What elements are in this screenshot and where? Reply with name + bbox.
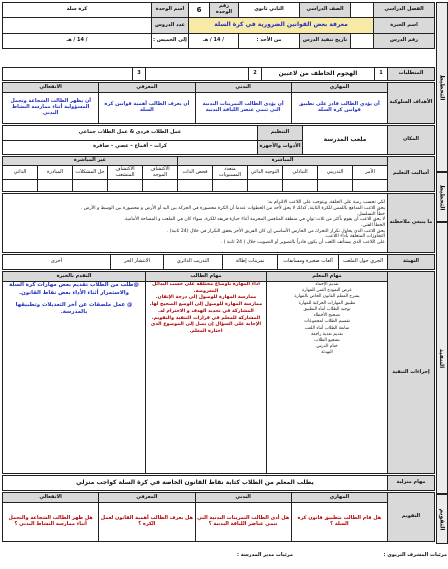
note-line: لا يحق للاعب أن يقوم بأكثر من ثلاث ثوانٍ في منطقة المنافس المحرمة أثناء حيازة فريقه للكرة, سواء كان في الملعب و المساحة الأمامية. (123, 217, 385, 223)
prep-item: الجري حول الملعب (339, 255, 388, 270)
objective-physical: أن يؤدي الطالب التمرينات البدنية التي تنمي عنصر اللياقة البدنية (195, 93, 291, 124)
prep-item: الانتشار الحر (111, 255, 164, 270)
execution-side-label: التنفيذ (436, 222, 448, 494)
evaluation-physical: هل أدى الطالب التمرينات البدنية التي تنمي عناصر اللياقة البدنية ؟ (195, 503, 291, 542)
requirements-block: المتطلبات 1 الهجوم الخاطف من لاعبين 2 3 (2, 67, 435, 81)
objective-affective: أن يظهر الطالب الشجاعة وتحمل المسؤولية أثناء ممارسة النشاط البدني (3, 93, 99, 124)
style-item: المبادرة (38, 166, 73, 180)
progress-tasks (3, 282, 146, 474)
teacher-task: توجيه الطلاب أثناء التطبيق (303, 306, 351, 312)
objective-cognitive: أن يعرف الطالب أهمية قوانين كرة السلة (99, 93, 195, 124)
teacher-task: ختام الدرس (316, 344, 338, 350)
evaluation-label: التقويم (388, 493, 435, 542)
planning-side-label-2: التخطيط (436, 172, 448, 222)
teacher-task: تصحيح الأخطاء (313, 313, 341, 319)
evaluation-skill: هل قام الطالب بتطبيق قانون كرة السلة ؟ (291, 503, 387, 542)
style-item: التوجيه الذاتي (248, 166, 283, 180)
principal-label: مرئيات مدير المدرسة : (237, 552, 293, 559)
lessons-count-label: عدد الدروس (152, 18, 189, 34)
style-item: الاكتشاف المتشعب (108, 166, 143, 180)
grade-label: الصف الدراسي (300, 3, 351, 18)
note-line: لكي تحسب رمية على الحلقة, ويتوجب على اللاعب الالتزام به: (267, 200, 385, 206)
style-item: الاكتشاف الموجه (143, 166, 178, 180)
teacher-task: متابعة الطلاب أثناء اللعب (304, 325, 350, 331)
teacher-task: تقسيم الطلاب لمجموعات (304, 319, 350, 325)
objective-skill: أن يؤدي الطالب قادر على تطبيق قوانين كرة السلة (291, 93, 387, 124)
procedures-block (2, 271, 435, 474)
place-value: ملعب المدرسة (303, 126, 388, 155)
subject-value: كرة سلة (3, 3, 152, 18)
date-to-value: / 14 / هـ (3, 34, 152, 49)
note-line: يحق للاعب الذي يحاول تكرار التحرك من الحارس الأساسي إن كان الفريق الأخر يحقق التكرار في خلال (24 ثانية) . (166, 228, 385, 234)
style-item: التدريبي (318, 166, 353, 180)
procedures-label: إجراءات التنفيذ (388, 272, 435, 474)
objectives-label: الأهداف السلوكية (388, 83, 435, 124)
date-from-label: من الأحد : (239, 34, 300, 49)
homework-block (2, 475, 435, 491)
evaluation-cognitive: هل يعرف الطالب أهمية القانون لعمل الكرة ؟ (99, 503, 195, 542)
footer-block (2, 545, 448, 567)
direct-styles-label: المباشرة (178, 157, 388, 166)
planning-side-label: التخطيط (436, 2, 448, 172)
indirect-styles-label: غير المباشرة (3, 157, 178, 166)
objectives-block: الأهداف السلوكية المهاري البدني المعرفي الانفعالي أن يؤدي الطالب قادر على تطبيق قوانين كرة السلة أن يؤدي الطالب التمرينات البدنية التي تنمي عنصر اللياقة البدنية أن يعرف الطالب أهمية قوانين كرة السلة أن يظهر الطالب الشجاعة وتحمل المسؤولية أثناء ممارسة النشاط البدني (2, 82, 435, 124)
style-item: الذاتي (3, 166, 38, 180)
evaluation-block: التقويم المهاري البدني المعرفي الانفعالي هل قام الطالب بتطبيق قانون كرة السلة ؟ هل أدى الطالب التمرينات البدنية التي تنمي عناصر اللياقة البدنية ؟ هل يعرف الطالب أهمية القانون لعمل الكرة ؟ هل ظهر الطالب الشجاعة والتحمل أثناء ممارسة النشاط البدني ؟ (2, 492, 435, 542)
progress-item: @ عمل ملصقات عن آخر التعديلات وتطبيقها بالمدرسة. (15, 301, 133, 316)
evaluation-affective: هل ظهر الطالب الشجاعة والتحمل أثناء ممارسة النشاط البدني ؟ (3, 503, 99, 542)
teacher-task: تطبيق المهارات الحركية للمهارة (298, 300, 356, 306)
preparation-label: التهيئة (388, 255, 435, 270)
homework-text: يطلب المعلم من الطلاب كتابة نقاط القانون الخاصة في كرة السلة كواجب منزلي (3, 476, 388, 491)
notes-label: ما ينبغي ملاحظته (388, 194, 435, 253)
progress-item: @طلب من الطلاب تقديم بعض مهارات كرة السلة والاستمرار أثناء الأداء بعض نقاط القانون. (9, 282, 139, 296)
prep-item: ألعاب صغيرة ومسابقات (278, 255, 339, 270)
style-item: حل المشكلات (73, 166, 108, 180)
unit-no-value: 6 (189, 3, 210, 18)
style-item: الأمر (353, 166, 388, 180)
student-tasks (146, 282, 267, 474)
note-line: خطأ التسلسل. (356, 211, 385, 217)
unit-name-label: اسم الوحدة (152, 3, 189, 18)
teaching-styles-label: أساليب التعليم (388, 157, 435, 192)
style-item: التبادلي (283, 166, 318, 180)
student-task: ممارسة المهارة للوصول إلى درجة الإتقان. (155, 295, 257, 301)
teacher-task: التهدئة (321, 350, 333, 356)
requirement-1: الهجوم الخاطف من لاعبين (262, 68, 375, 81)
notes-block (2, 193, 435, 253)
teacher-task: تقديم تغذية راجعة (311, 331, 343, 337)
experience-label: اسم الخبرة (374, 18, 435, 34)
teacher-tasks (267, 282, 388, 474)
preparation-block (2, 254, 435, 270)
supervisor-label: مرئيات المشرف التربوي : (383, 552, 447, 559)
prep-item: التدريب الدائري (164, 255, 223, 270)
place-label: المكان (388, 126, 435, 155)
semester-label: الفصل الدراسي (374, 3, 435, 18)
student-task: المشاركة للمعلم في قرارات التنفيذ والتقويم. (151, 315, 261, 321)
prep-item: تمرينات إطالة (223, 255, 278, 270)
progress-header: التقدم بالخبرة (3, 272, 146, 282)
requirements-label: المتطلبات (388, 68, 435, 81)
prep-item: أخرى (3, 255, 111, 270)
tools-label: الأدوات والأجهزة (258, 140, 303, 155)
lesson-no-label: رقم الدرس (374, 34, 435, 49)
unit-no-label: رقم الوحدة (210, 3, 239, 18)
grade-value: الثاني ثانوي (239, 3, 300, 18)
note-line: يحق للاعب المدافع باللمس للكرة الثابتة, كذلك لا يحق لأحد من الخطوات عندما أن الكرة محصورة في الحركة بين اليد أو الأرض و محصورة بين الوسط و الأرض . (80, 205, 385, 211)
homework-label: مهام منزلية (388, 476, 435, 491)
note-line: على اللاعب الذي يستأنف اللعب أن يكون قادراً بالتصوير أو التصويب خلال ( 24 ثانية ) . (220, 240, 385, 246)
teacher-tasks-header: مهام المعلم (267, 272, 388, 282)
evaluation-side-label: التقويم (436, 494, 448, 544)
header-block (2, 2, 435, 48)
teaching-styles-block (2, 156, 435, 192)
student-task: الإجابة على السؤال إن يصل إلى الموضوع الذي اختاره المعلم. (150, 322, 262, 334)
organization-text: عمل الطلاب فردي & عمل الطلاب جماعي (3, 126, 258, 141)
notes-text (3, 194, 388, 253)
date-to-label: إلى الخميس : (152, 34, 189, 49)
teacher-task: تشجيع الطلاب (314, 337, 340, 343)
place-block (2, 125, 435, 155)
implementation-date-label: تاريخ تنفيذ الدرس (300, 34, 351, 49)
experience-value: معرفة بعض القوانين الضرورية في كرة السلة (189, 18, 374, 34)
teacher-task: تقديم الإحماء (315, 282, 339, 287)
student-task: ممارسة المهارة للوصول إلى الوضع الصحيح لها. (149, 302, 263, 308)
teacher-task: عرض النموذج الفني للمهارة (302, 288, 352, 294)
style-item: متعدد المستويات (213, 166, 248, 180)
student-task: أداء المهارة بأوضاع مختلفة على حسب البدائل المعروضة. (152, 282, 260, 294)
student-tasks-header: مهام الطالب (146, 272, 267, 282)
student-task: المشاركة في تحديد الهدف و الاحترام له. (158, 308, 254, 314)
tools-text: كرات – أقماع – عصي – صافرة (3, 140, 258, 155)
style-item: فحص الذات (178, 166, 213, 180)
note-line: الخطأ الفني. (361, 223, 385, 228)
teacher-task: يشرح المعلم القانون الخاص بالمهارة (294, 294, 360, 300)
organization-label: التنظيم (258, 126, 303, 141)
date-from-value: / 14 / هـ (189, 34, 239, 49)
note-line: التجاوزات المتعلقة بأداء اللاعب. (324, 234, 385, 240)
